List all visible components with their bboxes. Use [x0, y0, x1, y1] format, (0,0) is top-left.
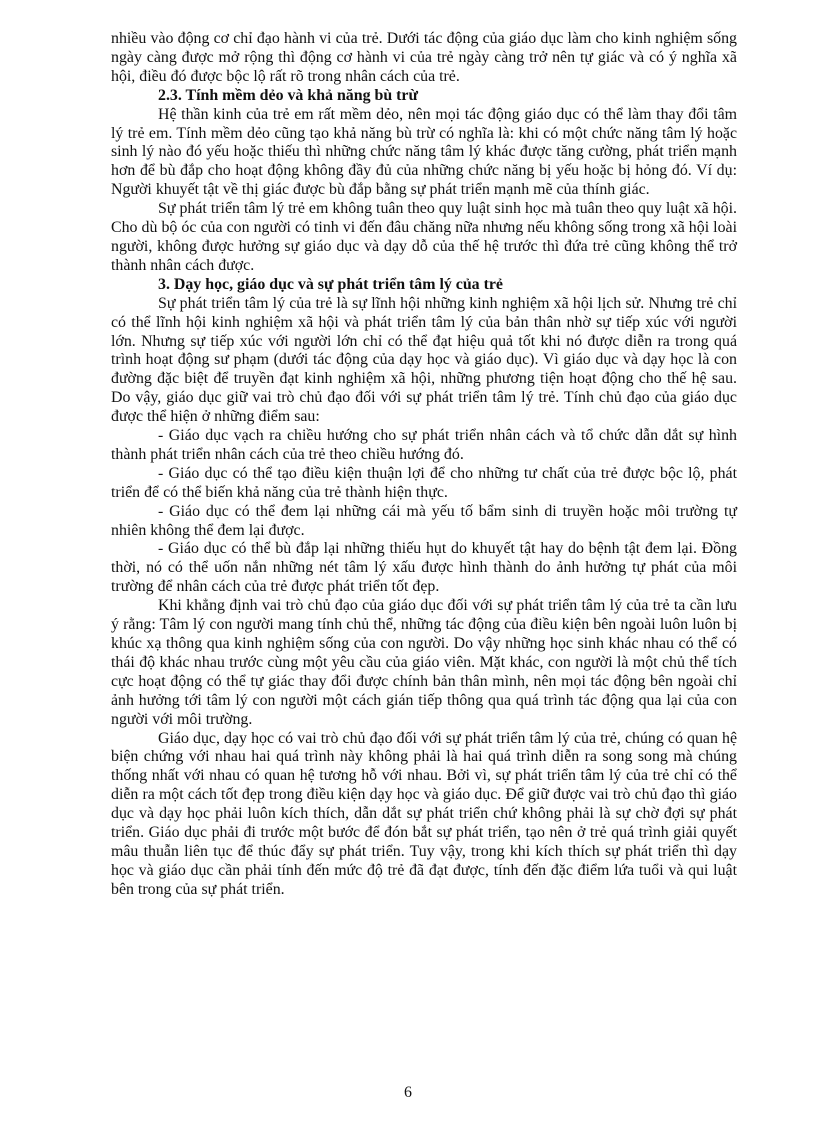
list-item: - Giáo dục vạch ra chiều hướng cho sự phát triển nhân cách và tổ chức dẫn dắt sự hình thành phát triển nhân cách của trẻ theo chiều hướng đó. — [111, 427, 737, 463]
document-page — [111, 30, 737, 900]
list-item: - Giáo dục có thể tạo điều kiện thuận lợi để cho những tư chất của trẻ được bộc lộ, phát triển để có thể biến khả năng của trẻ thành hiện thực. — [111, 464, 737, 501]
list-item: - Giáo dục có thể bù đắp lại những thiếu hụt do khuyết tật hay do bệnh tật đem lại. Đồng thời, nó có thể uốn nắn những nét tâm lý xấu được hình thành do ảnh hưởng tự phát của môi trường để nhân cách của trẻ được phát triển tốt đẹp. — [111, 540, 737, 596]
list-item: - Giáo dục có thể đem lại những cái mà yếu tố bẩm sinh di truyền hoặc môi trường tự nhiên không thể đem lại được. — [111, 502, 737, 539]
section-heading-3: 3. Dạy học, giáo dục và sự phát triển tâm lý của trẻ — [158, 275, 503, 293]
section-heading-2-3: 2.3. Tính mềm dẻo và khả năng bù trừ — [158, 86, 419, 104]
paragraph: Sự phát triển tâm lý trẻ em không tuân theo quy luật sinh học mà tuân theo quy luật xã hội. Cho dù bộ óc của con người có tinh vi đến đâu chăng nữa nhưng nếu không sống trong xã hội loài người, không được hưởng sự giáo dục và dạy dỗ của thế hệ trước thì đứa trẻ cũng không thể trở thành nhân cách được. — [111, 200, 737, 274]
paragraph-continuation: nhiều vào động cơ chỉ đạo hành vi của trẻ. Dưới tác động của giáo dục làm cho kinh nghiệm sống ngày càng được mở rộng thì động cơ hành vi của trẻ ngày càng trở nên tự giác và có ý nghĩa xã hội, điều đó được bộc lộ rất rõ trong nhân cách của trẻ. — [111, 30, 737, 85]
paragraph: Sự phát triển tâm lý của trẻ là sự lĩnh hội những kinh nghiệm xã hội lịch sử. Nhưng trẻ chỉ có thể lĩnh hội kinh nghiệm xã hội và phát triển tâm lý của bản thân nhờ sự tiếp xúc với người lớn. Nhưng sự tiếp xúc với người lớn chỉ có thể đạt hiệu quả tốt khi nó được diễn ra trong quá trình hoạt động sư phạm (dưới tác động của dạy học và giáo dục). Vì giáo dục và dạy học là con đường đặc biệt để truyền đạt kinh nghiệm xã hội, những phương tiện hoạt động cho thế hệ sau. Do vậy, giáo dục giữ vai trò chủ đạo đối với sự phát triển tâm lý trẻ. Tính chủ đạo của giáo dục được thể hiện ở những điểm sau: — [111, 294, 737, 426]
page-number: 6 — [404, 1084, 412, 1101]
paragraph: Giáo dục, dạy học có vai trò chủ đạo đối với sự phát triển tâm lý của trẻ, chúng có quan hệ biện chứng với nhau hai quá trình này không phải là hai quá trình diễn ra song song mà chúng thống nhất với nhau có quan hệ tương hỗ với nhau. Bởi vì, sự phát triển tâm lý của trẻ chỉ có thể diễn ra một cách tốt đẹp trong điều kiện dạy học và giáo dục. Để giữ được vai trò chủ đạo thì giáo dục và dạy học phải luôn kích thích, dẫn dắt sự phát triển chứ không phải là sự chờ đợi sự phát triển. Giáo dục phải đi trước một bước để đón bắt sự phát triển, tạo nên ở trẻ quá trình giải quyết mâu thuẫn liên tục để thúc đẩy sự phát triển. Tuy vậy, trong khi kích thích sự phát triển thì dạy học và giáo dục cần phải tính đến mức độ trẻ đã đạt được, tính đến đặc điểm lứa tuổi và qui luật bên trong của sự phát triển. — [111, 729, 737, 898]
paragraph: Khi khẳng định vai trò chủ đạo của giáo dục đối với sự phát triển tâm lý của trẻ ta cần lưu ý rằng: Tâm lý con người mang tính chủ thể, những tác động của điều kiện bên ngoài luôn luôn bị khúc xạ thông qua kinh nghiệm sống của con người. Do vậy những học sinh khác nhau có thể có thái độ khác nhau trước cùng một yêu cầu của giáo viên. Mặt khác, con người là một chủ thể tích cực hoạt động có thể tự giác thay đổi được chính bản thân mình, nên mọi tác động bên ngoài chỉ ảnh hưởng tới tâm lý con người một cách gián tiếp thông qua quá trình tác động qua lại của con người với môi trường. — [111, 597, 737, 728]
paragraph: Hệ thần kinh của trẻ em rất mềm dẻo, nên mọi tác động giáo dục có thể làm thay đổi tâm lý trẻ em. Tính mềm dẻo cũng tạo khả năng bù trừ có nghĩa là: khi có một chức năng tâm lý hoặc sinh lý nào đó yếu hoặc thiếu thì những chức năng tâm lý khác được tăng cường, phát triển mạnh hơn để bù đắp cho hoạt động không đầy đủ của những chức năng bị yếu hoặc bị hỏng đó. Ví dụ: Người khuyết tật về thị giác được bù đắp bằng sự phát triển mạnh mẽ của thính giác. — [111, 105, 737, 199]
